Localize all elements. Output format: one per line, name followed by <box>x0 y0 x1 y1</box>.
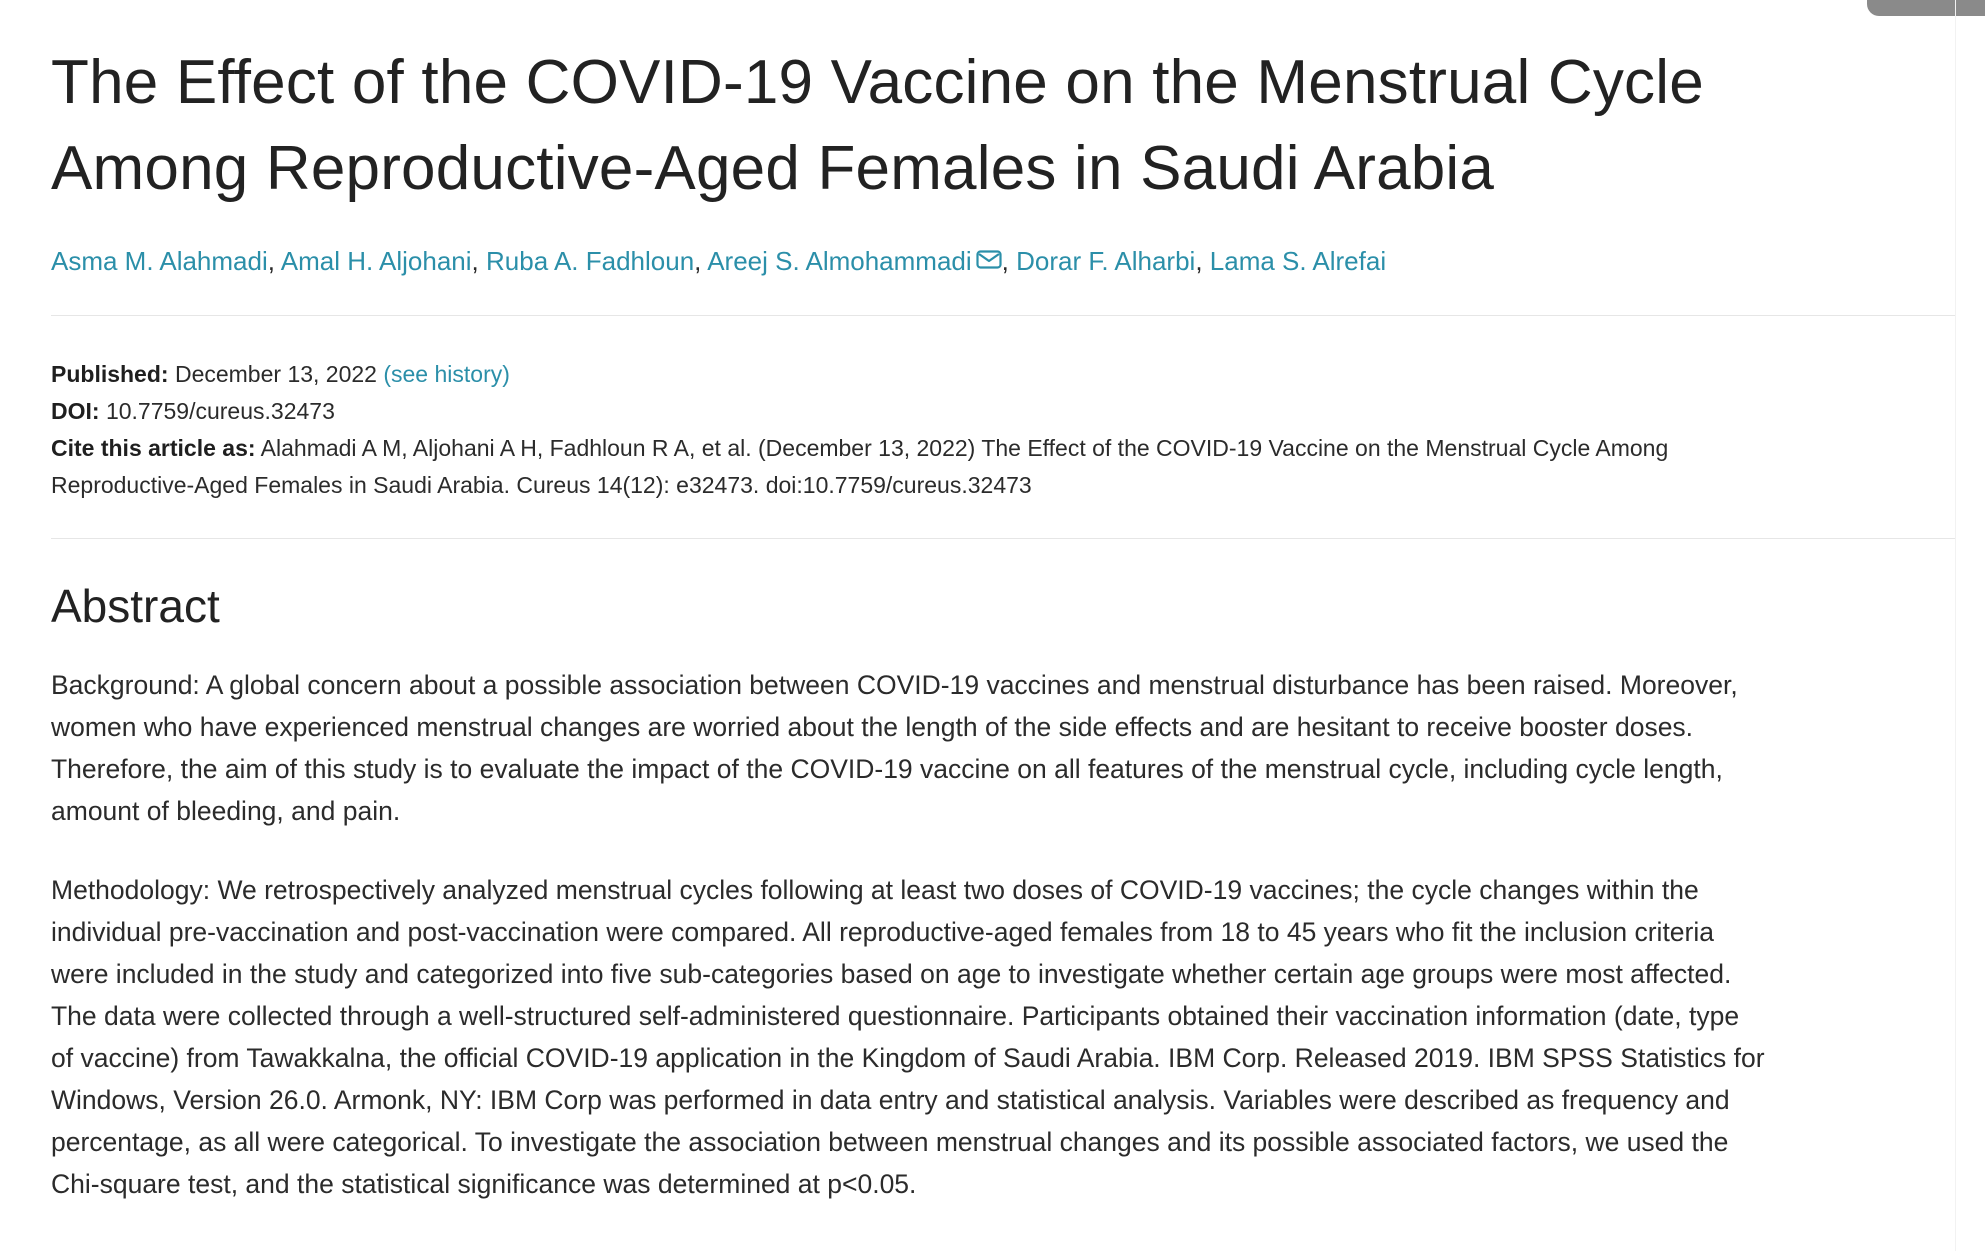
abstract-methodology <box>51 869 1955 1205</box>
text-line: amount of bleeding, and pain. <box>51 796 401 826</box>
author-link[interactable]: Asma M. Alahmadi <box>51 246 268 276</box>
corresponding-author-link[interactable]: Areej S. Almohammadi <box>707 246 972 276</box>
text-line: Methodology: We retrospectively analyzed menstrual cycles following at least two doses of COVID-19 vaccines; the cycle changes within the <box>51 875 1699 905</box>
author-link[interactable]: Lama S. Alrefai <box>1209 246 1387 276</box>
text-line: women who have experienced menstrual changes are worried about the length of the side effects and are hesitant to receive booster doses. <box>51 712 1694 742</box>
author-separator: , <box>1001 246 1009 276</box>
scroll-tab[interactable] <box>1867 0 1985 16</box>
text-line: The data were collected through a well-structured self-administered questionnaire. Participants obtained their vaccination information (date, type <box>51 1001 1740 1031</box>
see-history-link[interactable]: (see history) <box>383 361 510 387</box>
doi-label: DOI: <box>51 398 100 424</box>
author-separator: , <box>1195 246 1203 276</box>
author-list <box>51 244 1955 278</box>
doi-row <box>51 393 1955 430</box>
article-title-line-2: Among Reproductive-Aged Females in Saudi Arabia <box>51 134 1495 203</box>
citation-row <box>51 430 1955 504</box>
text-line: were included in the study and categorized into five sub-categories based on age to investigate whether certain age groups were most affected. <box>51 959 1732 989</box>
citation-line-2: Reproductive-Aged Females in Saudi Arabia. Cureus 14(12): e32473. doi:10.7759/cureus.32473 <box>51 472 1032 498</box>
divider <box>51 315 1955 316</box>
doi-value: 10.7759/cureus.32473 <box>105 398 335 424</box>
published-date: December 13, 2022 <box>174 361 377 387</box>
author-link[interactable]: Amal H. Aljohani <box>280 246 472 276</box>
text-line: individual pre-vaccination and post-vaccination were compared. All reproductive-aged females from 18 to 45 years who fit the inclusion criteria <box>51 917 1714 947</box>
text-line: Chi-square test, and the statistical significance was determined at p<0.05. <box>51 1169 917 1199</box>
author-link[interactable]: Ruba A. Fadhloun <box>486 246 695 276</box>
author-separator: , <box>471 246 479 276</box>
mail-icon[interactable] <box>976 244 1002 278</box>
text-line: of vaccine) from Tawakkalna, the official COVID-19 application in the Kingdom of Saudi Arabia. IBM Corp. Released 2019. IBM SPSS Statistics for <box>51 1043 1765 1073</box>
article-title <box>51 40 1955 212</box>
right-edge-rule <box>1955 0 1956 1251</box>
text-line: Background: A global concern about a possible association between COVID-19 vaccines and menstrual disturbance has been raised. Moreover, <box>51 670 1738 700</box>
abstract-background <box>51 664 1955 832</box>
published-row <box>51 356 1955 393</box>
divider <box>51 538 1955 539</box>
author-link[interactable]: Dorar F. Alharbi <box>1016 246 1196 276</box>
citation-line-1: Alahmadi A M, Aljohani A H, Fadhloun R A, et al. (December 13, 2022) The Effect of the COVID-19 Vaccine on the Menstrual Cycle Among <box>260 435 1669 461</box>
author-separator: , <box>267 246 275 276</box>
article-content <box>51 40 1955 1205</box>
cite-label: Cite this article as: <box>51 435 256 461</box>
article-meta <box>51 356 1955 504</box>
published-label: Published: <box>51 361 169 387</box>
text-line: percentage, as all were categorical. To investigate the association between menstrual changes and its possible associated factors, we used the <box>51 1127 1729 1157</box>
abstract-heading: Abstract <box>51 580 220 632</box>
author-separator: , <box>694 246 702 276</box>
article-title-line-1: The Effect of the COVID-19 Vaccine on the Menstrual Cycle <box>51 48 1704 117</box>
text-line: Windows, Version 26.0. Armonk, NY: IBM Corp was performed in data entry and statistical analysis. Variables were described as frequency and <box>51 1085 1730 1115</box>
text-line: Therefore, the aim of this study is to evaluate the impact of the COVID-19 vaccine on all features of the menstrual cycle, including cycle length, <box>51 754 1723 784</box>
